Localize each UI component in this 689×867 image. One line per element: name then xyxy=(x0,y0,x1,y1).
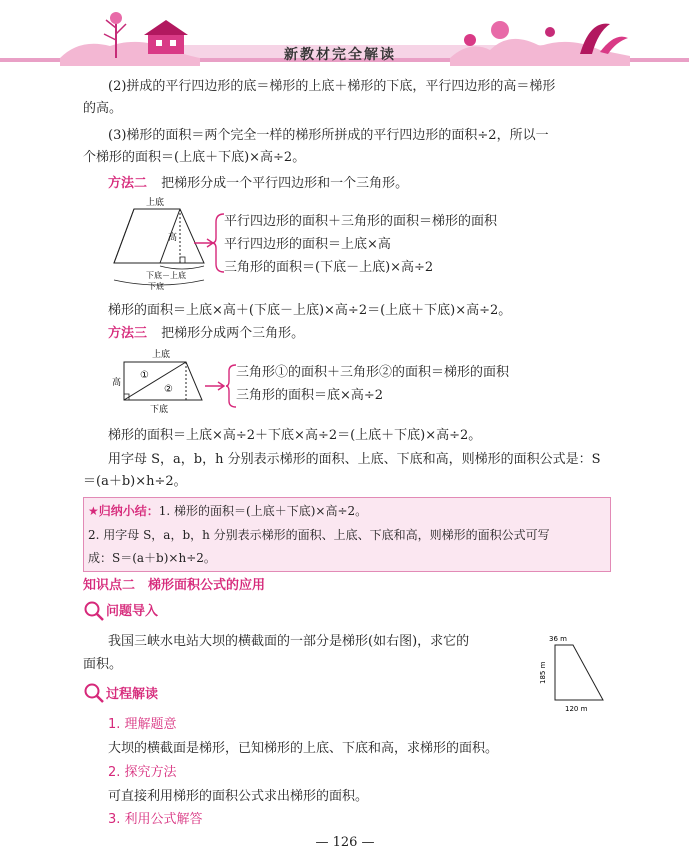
method3-trapezoid-diagram xyxy=(110,348,210,416)
m3-tri1-label: ① xyxy=(140,370,149,381)
paragraph-2-line1: (2)拼成的平行四边形的底＝梯形的上底＋梯形的下底，平行四边形的高＝梯形 xyxy=(108,79,556,94)
method3-label: 方法三 xyxy=(108,326,148,341)
m3-height-label: 高 xyxy=(112,378,122,388)
summary-point1: 1. 梯形的面积＝(上底＋下底)×高÷2。 xyxy=(158,504,368,518)
summary-box xyxy=(83,497,611,572)
summary-line3: 成：S＝(a＋b)×h÷2。 xyxy=(88,551,216,565)
m2-bottom-label: 下底 xyxy=(148,282,164,290)
summary-title: ★归纳小结： xyxy=(88,504,159,518)
m2-formula-2: 平行四边形的面积＝上底×高 xyxy=(224,237,391,252)
header-title: 新教材完全解读 xyxy=(284,47,396,63)
paragraph-3-line2: 个梯形的面积＝(上底＋下底)×高÷2。 xyxy=(83,150,306,165)
m2-diff-label: 下底－上底 xyxy=(146,271,186,280)
page-number: — 126 — xyxy=(315,835,375,850)
method2-heading xyxy=(108,175,408,193)
method3-arrow-icon xyxy=(205,380,227,392)
step2-text: 可直接利用梯形的面积公式求出梯形的面积。 xyxy=(108,789,369,804)
magnifier-icon xyxy=(83,682,105,704)
method2-text: 把梯形分成一个平行四边形和一个三角形。 xyxy=(161,176,409,191)
magnifier-icon xyxy=(83,600,105,622)
dam-cross-section-diagram xyxy=(533,632,615,714)
m2-height-label: 高 xyxy=(168,233,178,243)
method2-result: 梯形的面积＝上底×高＋(下底－上底)×高÷2＝(上底＋下底)×高÷2。 xyxy=(108,303,512,318)
method2-arrow-icon xyxy=(194,237,216,249)
method3-heading xyxy=(108,325,304,343)
method3-text: 把梯形分成两个三角形。 xyxy=(161,326,305,341)
process-heading: 过程解读 xyxy=(106,687,159,702)
m2-formula-3: 三角形的面积＝(下底－上底)×高÷2 xyxy=(224,260,434,275)
m3-formula-2: 三角形的面积＝底×高÷2 xyxy=(236,388,384,403)
m3-top-label: 上底 xyxy=(152,350,171,360)
m3-tri2-label: ② xyxy=(164,384,173,395)
step2-title: 2. 探究方法 xyxy=(108,765,177,780)
dam-top-label: 36 m xyxy=(549,635,567,643)
dam-bottom-label: 120 m xyxy=(565,705,588,713)
m2-top-label: 上底 xyxy=(146,198,165,208)
flower-decoration-icon xyxy=(430,10,630,66)
method2-label: 方法二 xyxy=(108,176,148,191)
method3-result: 梯形的面积＝上底×高÷2＋下底×高÷2＝(上底＋下底)×高÷2。 xyxy=(108,428,482,443)
m2-formula-1: 平行四边形的面积＋三角形的面积＝梯形的面积 xyxy=(224,214,498,229)
m3-formula-1: 三角形①的面积＋三角形②的面积＝梯形的面积 xyxy=(236,365,510,380)
problem-line2: 面积。 xyxy=(83,657,123,672)
letters-formula-line1: 用字母 S，a，b，h 分别表示梯形的面积、上底、下底和高，则梯形的面积公式是：S xyxy=(108,452,601,467)
section2-title: 知识点二 梯形面积公式的应用 xyxy=(83,578,266,593)
summary-line1 xyxy=(88,502,367,520)
problem-line1: 我国三峡水电站大坝的横截面的一部分是梯形(如右图)，求它的 xyxy=(108,634,470,649)
step1-text: 大坝的横截面是梯形，已知梯形的上底、下底和高，求梯形的面积。 xyxy=(108,741,499,756)
m3-bottom-label: 下底 xyxy=(150,405,169,415)
page-header xyxy=(0,0,689,72)
summary-line2: 2. 用字母 S，a，b，h 分别表示梯形的面积、上底、下底和高，则梯形的面积公式可写 xyxy=(88,528,550,542)
paragraph-3-line1: (3)梯形的面积＝两个完全一样的梯形所拼成的平行四边形的面积÷2，所以一 xyxy=(108,128,549,143)
problem-intro-heading: 问题导入 xyxy=(106,604,159,619)
step1-title: 1. 理解题意 xyxy=(108,717,177,732)
paragraph-2-line2: 的高。 xyxy=(83,101,123,116)
letters-formula-line2: ＝(a＋b)×h÷2。 xyxy=(83,474,187,489)
house-tree-icon xyxy=(60,8,200,66)
dam-height-label: 185 m xyxy=(539,661,547,684)
step3-title: 3. 利用公式解答 xyxy=(108,812,203,827)
